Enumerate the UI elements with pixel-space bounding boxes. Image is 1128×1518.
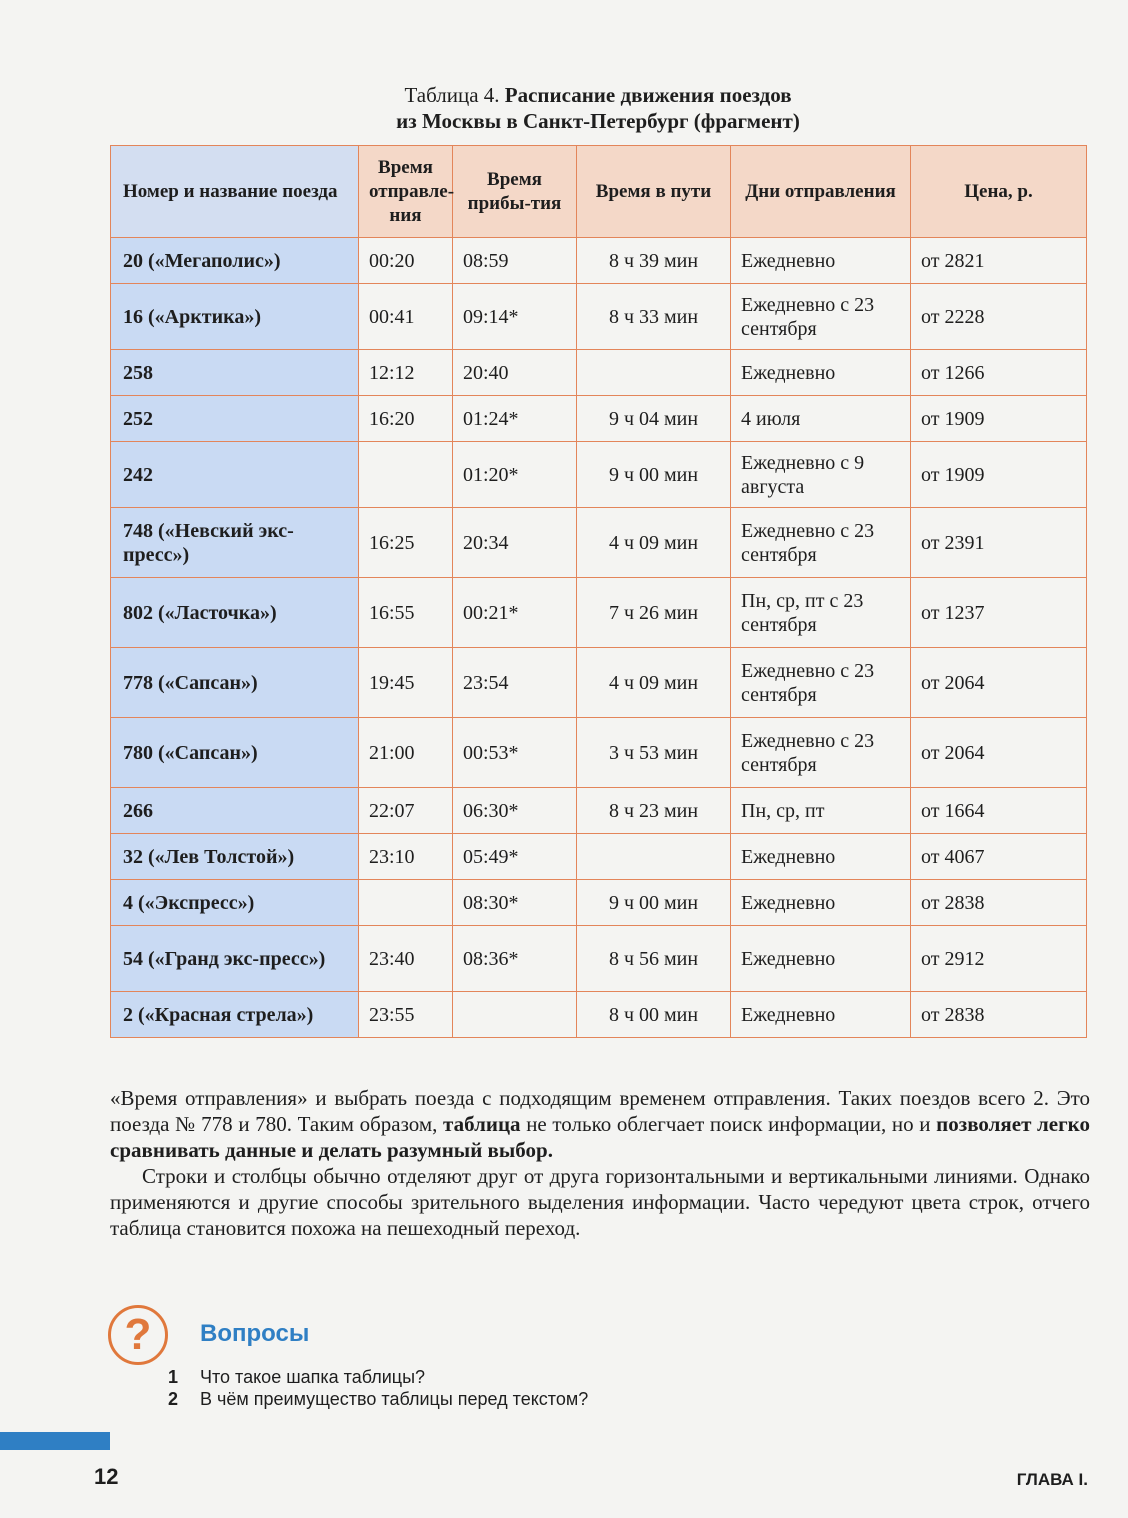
cell-duration: 9 ч 00 мин: [577, 880, 731, 926]
cell-train: 258: [111, 350, 359, 396]
train-schedule-table: [110, 145, 1087, 1038]
table-row: [111, 578, 1087, 648]
cell-days: Ежедневно: [731, 834, 911, 880]
cell-train: 32 («Лев Толстой»): [111, 834, 359, 880]
cell-price: от 2064: [911, 718, 1087, 788]
cell-arrival: 20:34: [453, 508, 577, 578]
cell-arrival: 00:21*: [453, 578, 577, 648]
cell-days: Пн, ср, пт с 23 сентября: [731, 578, 911, 648]
cell-arrival: 20:40: [453, 350, 577, 396]
cell-train: 4 («Экспресс»): [111, 880, 359, 926]
cell-price: от 1909: [911, 396, 1087, 442]
cell-departure: [359, 442, 453, 508]
header-departure: Время отправле-ния: [359, 146, 453, 238]
cell-train: 778 («Сапсан»): [111, 648, 359, 718]
cell-duration: 3 ч 53 мин: [577, 718, 731, 788]
header-days: Дни отправления: [731, 146, 911, 238]
cell-departure: 19:45: [359, 648, 453, 718]
question-mark-icon: ?: [108, 1305, 168, 1365]
cell-train: 20 («Мегаполис»): [111, 238, 359, 284]
cell-duration: 9 ч 04 мин: [577, 396, 731, 442]
cell-price: от 1237: [911, 578, 1087, 648]
cell-price: от 2838: [911, 992, 1087, 1038]
cell-price: от 4067: [911, 834, 1087, 880]
chapter-label: ГЛАВА I.: [1016, 1470, 1088, 1489]
cell-arrival: 08:30*: [453, 880, 577, 926]
cell-arrival: 08:36*: [453, 926, 577, 992]
cell-arrival: [453, 992, 577, 1038]
cell-duration: [577, 834, 731, 880]
caption-title-line1: Расписание движения поездов: [504, 83, 792, 107]
cell-price: от 1266: [911, 350, 1087, 396]
table-row: [111, 238, 1087, 284]
cell-days: Ежедневно: [731, 992, 911, 1038]
cell-departure: 16:25: [359, 508, 453, 578]
cell-train: 2 («Красная стрела»): [111, 992, 359, 1038]
paragraph-1: [110, 1085, 1090, 1163]
header-price: Цена, р.: [911, 146, 1087, 238]
cell-price: от 1664: [911, 788, 1087, 834]
cell-departure: 16:55: [359, 578, 453, 648]
table-row: [111, 926, 1087, 992]
cell-arrival: 05:49*: [453, 834, 577, 880]
question-number: 2: [168, 1389, 179, 1409]
table-row: [111, 788, 1087, 834]
table-row: [111, 284, 1087, 350]
cell-train: 54 («Гранд экс-пресс»): [111, 926, 359, 992]
cell-days: Ежедневно: [731, 238, 911, 284]
cell-departure: 21:00: [359, 718, 453, 788]
cell-days: Ежедневно с 23 сентября: [731, 284, 911, 350]
p1-text-c: не только облегчает поиск информации, но и: [520, 1112, 937, 1136]
table-row: [111, 880, 1087, 926]
cell-arrival: 01:24*: [453, 396, 577, 442]
table-row: [111, 648, 1087, 718]
cell-train: 802 («Ласточка»): [111, 578, 359, 648]
table-row: [111, 396, 1087, 442]
question-text: В чём преимущество таблицы перед текстом?: [200, 1389, 589, 1409]
cell-price: от 1909: [911, 442, 1087, 508]
cell-arrival: 08:59: [453, 238, 577, 284]
cell-duration: 8 ч 56 мин: [577, 926, 731, 992]
cell-duration: 4 ч 09 мин: [577, 508, 731, 578]
cell-duration: 4 ч 09 мин: [577, 648, 731, 718]
cell-arrival: 00:53*: [453, 718, 577, 788]
cell-departure: 22:07: [359, 788, 453, 834]
cell-days: Ежедневно с 23 сентября: [731, 508, 911, 578]
cell-departure: 12:12: [359, 350, 453, 396]
cell-days: 4 июля: [731, 396, 911, 442]
p1-text-a: «Время отправления» и выбрать поезда с подходящим временем отправления. Таких поездов всего 2. Это поезда № 778 и 780. Таким образом,: [110, 1086, 1090, 1136]
cell-arrival: 23:54: [453, 648, 577, 718]
cell-departure: 23:10: [359, 834, 453, 880]
cell-departure: 23:40: [359, 926, 453, 992]
cell-departure: [359, 880, 453, 926]
page-accent-bar: [0, 1432, 110, 1450]
cell-days: Ежедневно: [731, 880, 911, 926]
cell-days: Ежедневно: [731, 926, 911, 992]
cell-price: от 2821: [911, 238, 1087, 284]
cell-duration: 8 ч 00 мин: [577, 992, 731, 1038]
cell-arrival: 09:14*: [453, 284, 577, 350]
cell-price: от 2064: [911, 648, 1087, 718]
cell-departure: 16:20: [359, 396, 453, 442]
questions-list: [168, 1366, 588, 1410]
cell-train: 780 («Сапсан»): [111, 718, 359, 788]
questions-title: Вопросы: [200, 1320, 310, 1347]
table-row: [111, 508, 1087, 578]
cell-duration: 8 ч 33 мин: [577, 284, 731, 350]
body-text: [110, 1085, 1090, 1241]
cell-train: 16 («Арктика»): [111, 284, 359, 350]
question-item: [168, 1366, 588, 1388]
header-train: Номер и название поезда: [111, 146, 359, 238]
header-arrival: Время прибы-тия: [453, 146, 577, 238]
cell-duration: [577, 350, 731, 396]
cell-duration: 9 ч 00 мин: [577, 442, 731, 508]
caption-prefix: Таблица 4.: [404, 83, 500, 107]
cell-duration: 8 ч 39 мин: [577, 238, 731, 284]
cell-days: Ежедневно с 23 сентября: [731, 718, 911, 788]
table-row: [111, 992, 1087, 1038]
cell-days: Пн, ср, пт: [731, 788, 911, 834]
cell-duration: 8 ч 23 мин: [577, 788, 731, 834]
cell-train: 748 («Невский экс-пресс»): [111, 508, 359, 578]
cell-arrival: 06:30*: [453, 788, 577, 834]
cell-departure: 00:41: [359, 284, 453, 350]
table-row: [111, 834, 1087, 880]
table-caption: [110, 82, 1086, 134]
cell-price: от 2912: [911, 926, 1087, 992]
cell-price: от 2228: [911, 284, 1087, 350]
cell-train: 242: [111, 442, 359, 508]
page-number: 12: [94, 1464, 119, 1489]
cell-days: Ежедневно с 23 сентября: [731, 648, 911, 718]
cell-duration: 7 ч 26 мин: [577, 578, 731, 648]
table-row: [111, 718, 1087, 788]
cell-days: Ежедневно: [731, 350, 911, 396]
header-duration: Время в пути: [577, 146, 731, 238]
cell-train: 266: [111, 788, 359, 834]
table-row: [111, 442, 1087, 508]
cell-price: от 2838: [911, 880, 1087, 926]
table-row: [111, 350, 1087, 396]
p1-bold-1: таблица: [443, 1112, 521, 1136]
cell-price: от 2391: [911, 508, 1087, 578]
question-text: Что такое шапка таблицы?: [200, 1367, 426, 1387]
question-number: 1: [168, 1367, 179, 1387]
cell-days: Ежедневно с 9 августа: [731, 442, 911, 508]
question-item: [168, 1388, 588, 1410]
paragraph-2: Строки и столбцы обычно отделяют друг от друга горизонтальными и вертикальными линиями. Однако применяются и другие способы зрительного выделения информации. Часто чередуют цвета строк, отчего таблица становится похожа на пешеходный переход.: [110, 1164, 1090, 1240]
caption-title-line2: из Москвы в Санкт-Петербург (фрагмент): [396, 109, 800, 133]
cell-departure: 23:55: [359, 992, 453, 1038]
cell-train: 252: [111, 396, 359, 442]
table-header-row: [111, 146, 1087, 238]
cell-departure: 00:20: [359, 238, 453, 284]
cell-arrival: 01:20*: [453, 442, 577, 508]
p1-bold-2: позволяет легко сравнивать данные и делать разумный выбор.: [110, 1112, 1090, 1162]
